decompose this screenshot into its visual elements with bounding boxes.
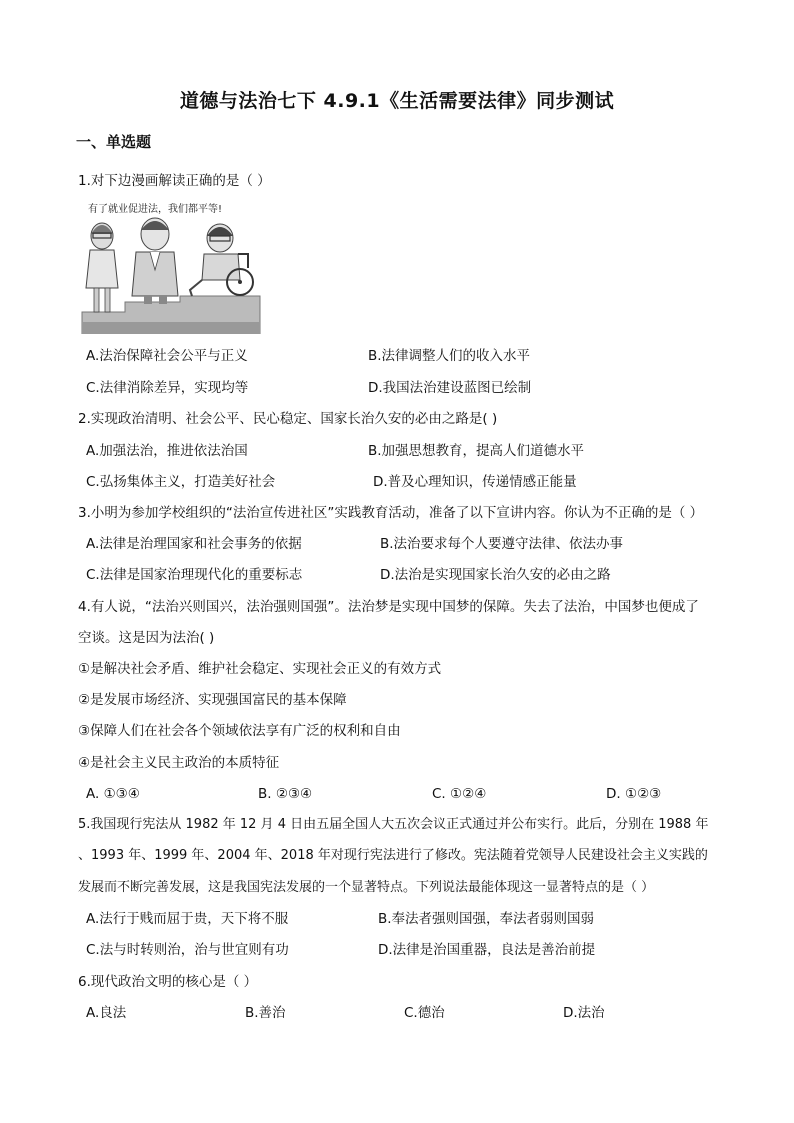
q4-statement-1: ①是解决社会矛盾、维护社会稳定、实现社会正义的有效方式 — [78, 661, 442, 677]
q6-option-d[interactable]: D.法治 — [563, 1005, 605, 1021]
q4-option-b[interactable]: B. ②③④ — [258, 786, 313, 802]
cartoon-caption: 有了就业促进法，我们都平等! — [88, 204, 223, 215]
q5-option-a[interactable]: A.法行于贱而屈于贵，天下将不服 — [86, 911, 289, 927]
q5-option-c[interactable]: C.法与时转则治，治与世宜则有功 — [86, 942, 289, 958]
q1-option-d[interactable]: D.我国法治建设蓝图已绘制 — [368, 380, 532, 396]
q3-option-d[interactable]: D.法治是实现国家长治久安的必由之路 — [380, 567, 611, 583]
q4-statement-2: ②是发展市场经济、实现强国富民的基本保障 — [78, 692, 347, 708]
section-heading: 一、单选题 — [76, 133, 152, 151]
q3-option-b[interactable]: B.法治要求每个人要遵守法律、依法办事 — [380, 536, 624, 552]
q2-option-c[interactable]: C.弘扬集体主义，打造美好社会 — [86, 474, 276, 490]
question-5-stem-line-1: 5.我国现行宪法从 1982 年 12 月 4 日由五届全国人大五次会议正式通过并公布实行。此后，分别在 1988 年 — [78, 817, 709, 832]
question-1-stem: 1.对下边漫画解读正确的是（ ） — [78, 173, 271, 189]
q6-option-a[interactable]: A.良法 — [86, 1005, 127, 1021]
q1-option-b[interactable]: B.法律调整人们的收入水平 — [368, 348, 531, 364]
q6-option-c[interactable]: C.德治 — [404, 1005, 445, 1021]
q1-option-a[interactable]: A.法治保障社会公平与正义 — [86, 348, 248, 364]
q4-option-a[interactable]: A. ①③④ — [86, 786, 140, 802]
question-5-stem-line-3: 发展而不断完善发展，这是我国宪法发展的一个显著特点。下列说法最能体现这一显著特点的是（ ） — [78, 880, 655, 895]
question-4-stem-line-1: 4.有人说，“法治兴则国兴，法治强则国强”。法治梦是实现中国梦的保障。失去了法治，中国梦也便成了 — [78, 599, 699, 615]
q6-option-b[interactable]: B.善治 — [245, 1005, 286, 1021]
q3-option-c[interactable]: C.法律是国家治理现代化的重要标志 — [86, 567, 303, 583]
q2-option-b[interactable]: B.加强思想教育，提高人们道德水平 — [368, 443, 585, 459]
question-3-stem: 3.小明为参加学校组织的“法治宣传进社区”实践教育活动，准备了以下宣讲内容。你认为不正确的是（ ） — [78, 505, 704, 521]
q4-option-d[interactable]: D. ①②③ — [606, 786, 662, 802]
q4-option-c[interactable]: C. ①②④ — [432, 786, 487, 802]
question-4-stem-line-2: 空谈。这是因为法治( ) — [78, 630, 215, 646]
q4-statement-3: ③保障人们在社会各个领域依法享有广泛的权利和自由 — [78, 723, 401, 739]
q3-option-a[interactable]: A.法律是治理国家和社会事务的依据 — [86, 536, 302, 552]
cartoon-illustration — [80, 198, 262, 334]
q5-option-b[interactable]: B.奉法者强则国强，奉法者弱则国弱 — [378, 911, 595, 927]
question-2-stem: 2.实现政治清明、社会公平、民心稳定、国家长治久安的必由之路是( ) — [78, 411, 498, 427]
question-5-stem-line-2: 、1993 年、1999 年、2004 年、2018 年对现行宪法进行了修改。宪法随着党领导人民建设社会主义实践的 — [78, 848, 708, 863]
q4-statement-4: ④是社会主义民主政治的本质特征 — [78, 755, 280, 771]
question-6-stem: 6.现代政治文明的核心是（ ） — [78, 974, 258, 990]
q2-option-d[interactable]: D.普及心理知识，传递情感正能量 — [373, 474, 577, 490]
q1-option-c[interactable]: C.法律消除差异，实现均等 — [86, 380, 249, 396]
q5-option-d[interactable]: D.法律是治国重器，良法是善治前提 — [378, 942, 596, 958]
q2-option-a[interactable]: A.加强法治，推进依法治国 — [86, 443, 248, 459]
page-title: 道德与法治七下 4.9.1《生活需要法律》同步测试 — [179, 90, 615, 112]
